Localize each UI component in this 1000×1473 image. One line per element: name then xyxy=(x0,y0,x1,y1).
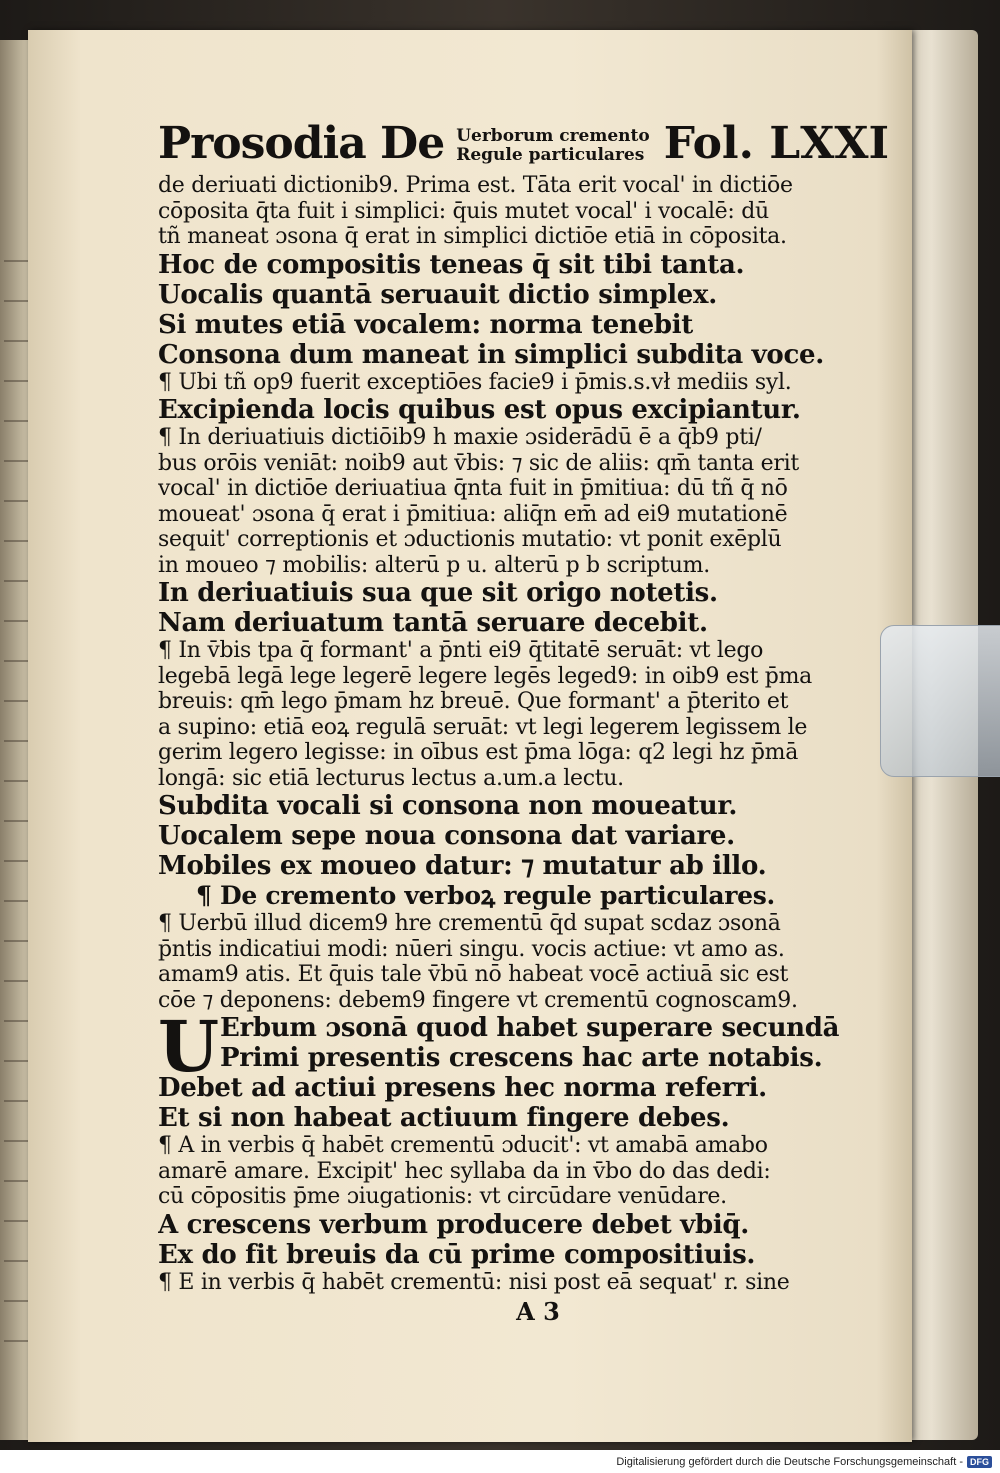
prose-line: ¶ A in verbis q̄ habēt crementū ɔducit': vt amabā amabo xyxy=(158,1133,768,1158)
prose-line: cū cōpositis p̄me ɔiugationis: vt circūdare venūdare. xyxy=(158,1184,727,1209)
prose-line: cōposita q̄ta fuit i simplici: q̄uis mutet vocal' i vocalē: dū xyxy=(158,198,769,224)
signature-mark: A 3 xyxy=(516,1297,560,1326)
book-page xyxy=(28,30,912,1442)
prose-line: vocal' in dictiōe deriuatiua q̄nta fuit in p̄mitiua: dū tñ q̄ nō xyxy=(158,476,788,501)
prose-line: a supino: etiā eoꝝ regulā seruāt: vt legi legerem legissem le xyxy=(158,714,808,740)
prose-line: ¶ Uerbū illud dicem9 h̄re crementū q̄d supat scd̄az ɔsonā xyxy=(158,911,781,936)
prose-line: ¶ Ubi tñ op9 fuerit exceptiōes facie9 i p̄mis.s.vł mediis syl. xyxy=(158,369,792,395)
prose-line: cōe ⁊ deponens: debem9 fingere vt crementū cognoscam9. xyxy=(158,987,798,1013)
prose-line: legebā legā lege legerē legere legēs leged9: in oib9 est p̄ma xyxy=(158,663,812,689)
verse-line: A crescens verbum producere debet vbiq̄. xyxy=(158,1209,750,1240)
funding-credit: Digitalisierung gefördert durch die Deutsche Forschungsgemeinschaft - xyxy=(616,1455,963,1468)
verse-line: Ex do fit breuis da cū prime compositiuis. xyxy=(158,1239,756,1270)
text-lines xyxy=(158,1073,858,1295)
prose-line: ¶ In deriuatiuis dictiōib9 h̄ maxie ɔsiderādū ē a q̄b9 pti/ xyxy=(158,425,762,450)
verse-line: Consona dum maneat in simplici subdita voce. xyxy=(158,339,824,370)
verse-line: Debet ad actiui presens hec norma referri. xyxy=(158,1073,767,1103)
verse-line: Erbum ɔsonā quod habet superare secundā xyxy=(220,1013,840,1043)
prose-line: amam9 atis. Et q̄uis tale v̄bū nō habeat vocē actiuā sic est xyxy=(158,962,789,987)
header-title: Prosodia De xyxy=(158,118,445,169)
verse-line: Hoc de compositis teneas q̄ sit tibi tanta. xyxy=(158,249,745,280)
verse-line: Uocalis quantā seruauit dictio simplex. xyxy=(158,279,717,310)
prose-line: p̄ntis indicatiui modi: nūeri singu. vocis actiue: vt amo as. xyxy=(158,936,785,962)
verse-line: Primi presentis crescens hac arte notabis. xyxy=(220,1043,823,1073)
verse-line: Subdita vocali si consona non moueatur. xyxy=(158,791,738,821)
dfg-logo: DFG xyxy=(967,1456,992,1468)
verse-line: Si mutes etiā vocalem: norma tenebit xyxy=(158,309,694,340)
verse-line: In deriuatiuis sua que sit origo notetis. xyxy=(158,578,718,608)
prose-line: gerim legero legisse: in oībus est p̄ma lōga: q2 legi h̄z p̄mā xyxy=(158,740,799,765)
header-subtitle xyxy=(456,127,650,165)
prose-line: breuis: qm̄ lego p̄mam h̄z breuē. Que formant' a p̄terito et xyxy=(158,689,789,714)
verse-line: Uocalem sepe noua consona dat variare. xyxy=(158,821,735,851)
prose-line: tñ maneat ɔsona q̄ erat in simplici dictiōe etiā in cōposita. xyxy=(158,224,787,249)
prose-line: moueat' ɔsona q̄ erat i p̄mitiua: aliq̄n em̄ ad ei9 mutationē xyxy=(158,501,788,527)
prose-line: bus orōis veniāt: noib9 aut v̄bis: ⁊ sic de aliis: qm̄ tanta erit xyxy=(158,450,799,476)
page-clip xyxy=(880,625,1000,777)
drop-capital: U xyxy=(158,1005,220,1088)
section-heading: ¶ De cremento verboꝝ regule particulares. xyxy=(196,881,775,910)
prose-line: amarē amare. Excipit' hec syllaba da in v̄bo do das dedi: xyxy=(158,1158,771,1184)
prose-line: in moueo ⁊ mobilis: alterū p u. alterū p b scriptum. xyxy=(158,552,710,578)
prose-line: ¶ E in verbis q̄ habēt crementū: nisi post eā sequat' r. sine xyxy=(158,1269,790,1295)
folio-number: Fol. LXXI xyxy=(663,118,890,169)
header-subtitle-bottom: Regule particulares xyxy=(456,145,645,165)
verse-line: Mobiles ex moueo datur: ⁊ mutatur ab illo. xyxy=(158,851,767,881)
running-header xyxy=(158,115,890,169)
verse-line: Nam deriuatum tantā seruare decebit. xyxy=(158,608,708,638)
header-subtitle-top: Uerborum cremento xyxy=(456,126,650,146)
footer-bar xyxy=(0,1450,1000,1473)
verse-line: Excipienda locis quibus est opus excipiantur. xyxy=(158,395,801,425)
text-lines xyxy=(158,173,858,1013)
prose-line: sequit' correptionis et ɔductionis mutatio: vt ponit exēplū xyxy=(158,527,782,552)
text-block xyxy=(158,115,890,1329)
prose-line: longā: sic etiā lecturus lectus a.um.a lectu. xyxy=(158,765,624,791)
verse-line: Et si non habeat actiuum fingere debes. xyxy=(158,1103,730,1133)
prose-line: ¶ In v̄bis tpa q̄ formant' a p̄nti ei9 q̄titatē seruāt: vt lego xyxy=(158,638,764,663)
prose-line: de deriuati dictionib9. Prima est. Tāta erit vocal' in dictiōe xyxy=(158,173,793,198)
